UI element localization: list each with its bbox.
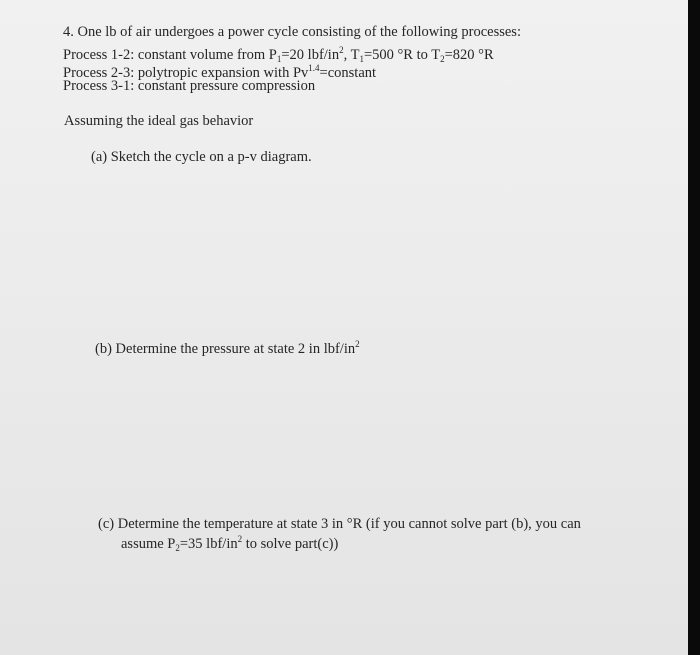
p1-unit-exponent: 2 xyxy=(339,45,344,55)
p1-value: =20 lbf/in xyxy=(281,47,340,63)
assumption-text: Assuming the ideal gas behavior xyxy=(64,113,254,129)
part-a-text: (a) Sketch the cycle on a p-v diagram. xyxy=(91,149,312,165)
t1-prefix: , T xyxy=(343,47,360,63)
polytropic-exponent: 1.4 xyxy=(308,63,320,73)
dark-background-edge xyxy=(688,0,700,655)
part-c-line-2 xyxy=(121,530,338,557)
part-b-text: (b) Determine the pressure at state 2 in lbf/in xyxy=(95,341,356,357)
p1-subscript: 1 xyxy=(276,54,282,64)
t1-subscript: 1 xyxy=(359,54,364,64)
t2-value: =820 °R xyxy=(444,47,494,63)
part-c-line-1: (c) Determine the temperature at state 3 in °R (if you cannot solve part (b), you can xyxy=(98,516,581,532)
process-3-1-line: Process 3-1: constant pressure compression xyxy=(63,78,316,94)
t2-subscript: 2 xyxy=(440,54,445,64)
process-2-3-prefix: Process 2-3: polytropic expansion with Pv xyxy=(63,65,309,81)
p2-value: =35 lbf/in xyxy=(179,536,238,552)
part-b-unit-exponent: 2 xyxy=(355,339,360,349)
p2-subscript: 2 xyxy=(175,543,180,553)
part-c-assume-prefix: assume P xyxy=(121,536,176,552)
part-b-line xyxy=(95,335,360,358)
process-1-2-prefix: Process 1-2: constant volume from P xyxy=(63,47,277,63)
process-2-3-suffix: =constant xyxy=(319,65,377,81)
problem-header: 4. One lb of air undergoes a power cycle consisting of the following processes: xyxy=(63,24,521,40)
p2-unit-exponent: 2 xyxy=(237,534,243,544)
part-c-suffix: to solve part(c)) xyxy=(242,536,339,552)
t1-value: =500 °R to T xyxy=(363,47,441,63)
